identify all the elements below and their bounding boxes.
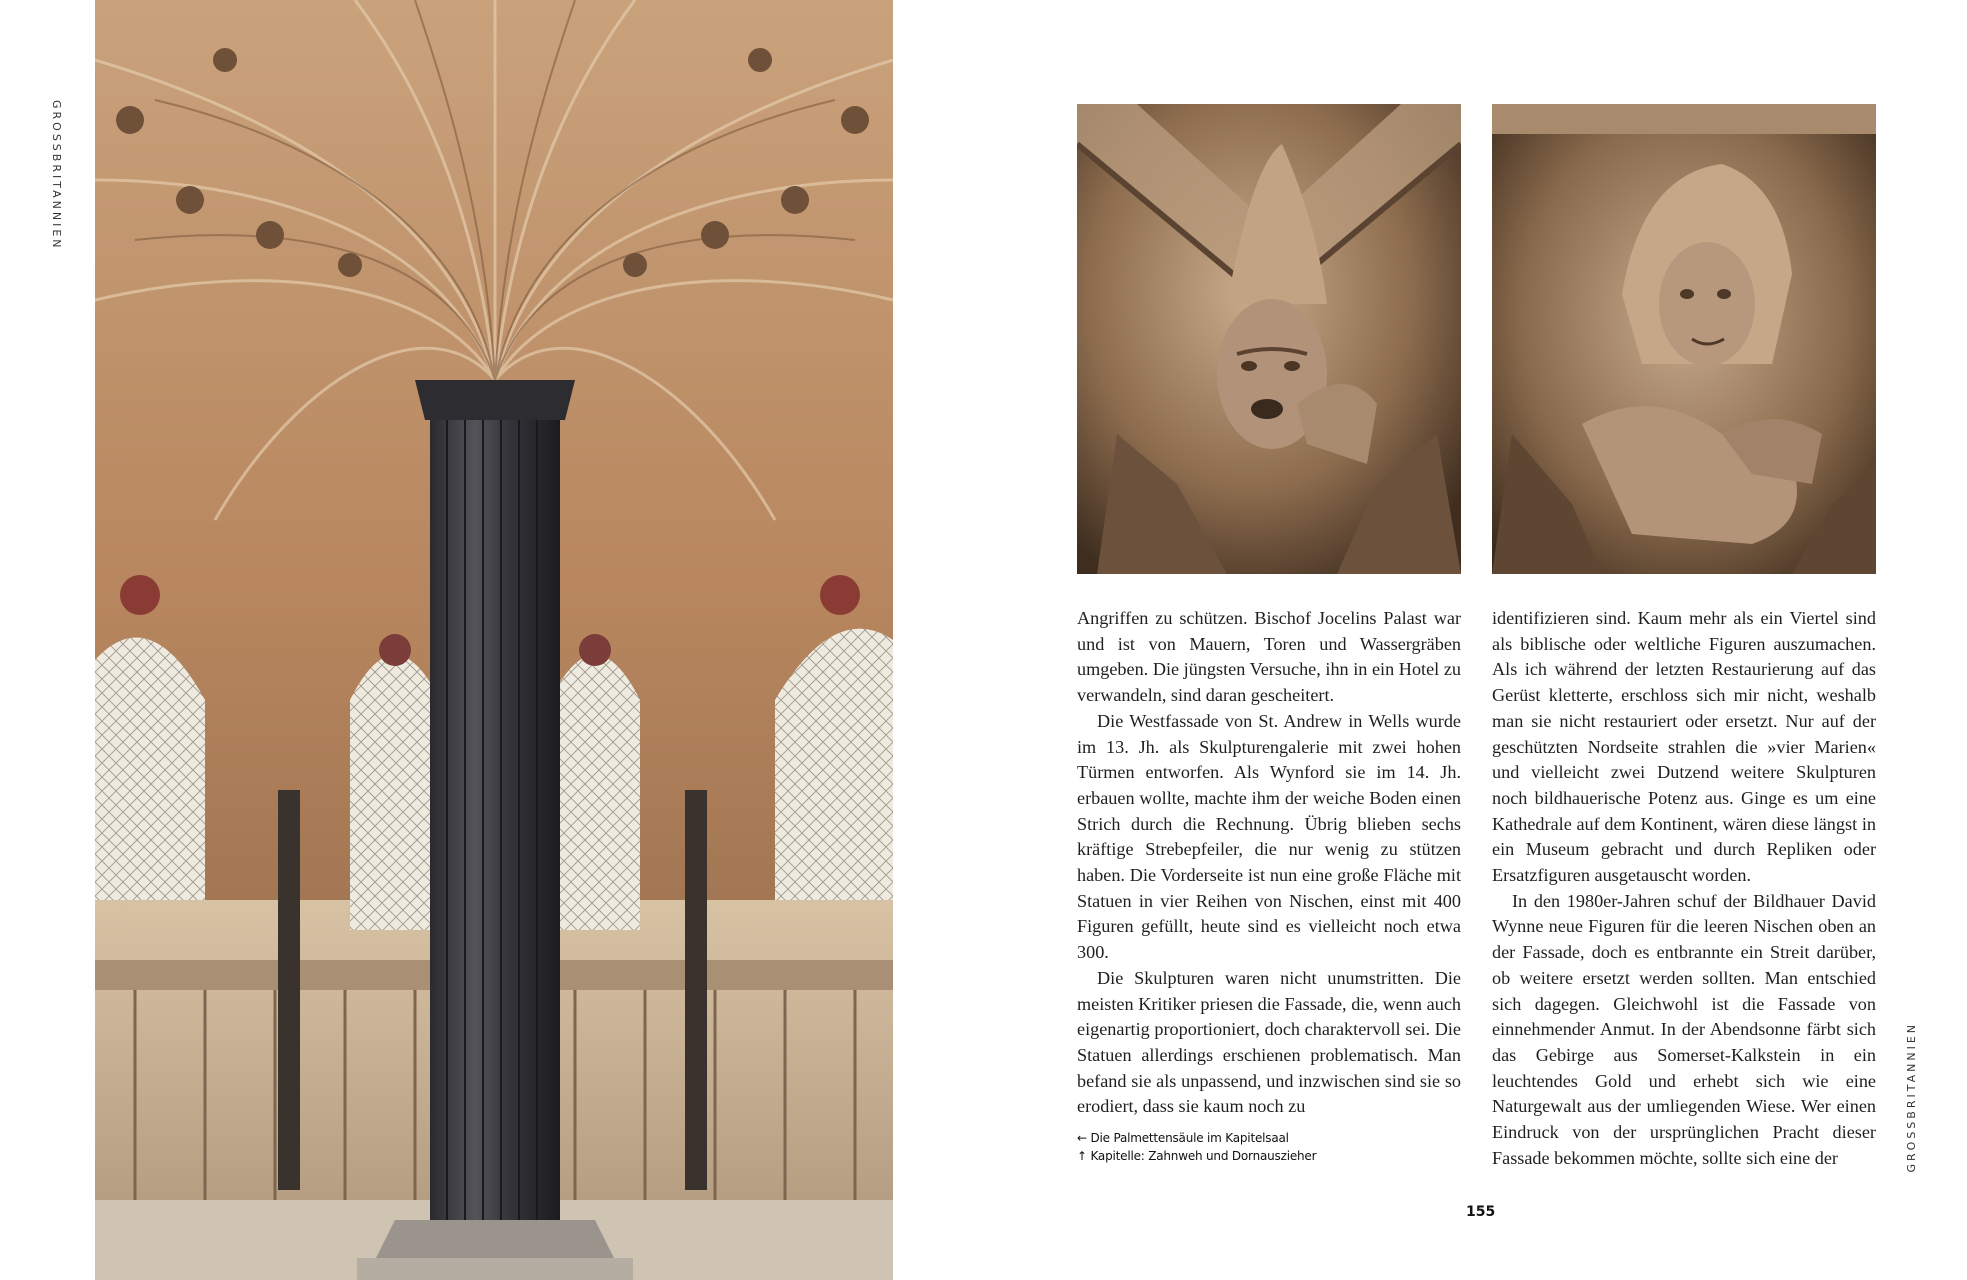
paragraph: identifizieren sind. Kaum mehr als ein Viertel sind als biblische oder weltliche Figuren auszumachen. Als ich während der letzten Restaurierung auf das Gerüst kletterte, erschloss sich mir nicht, weshalb man sie nicht restauriert oder ersetzt. Nur auf der geschützten Nordseite strahlen die »vier Marien« und vielleicht zwei Dutzend weitere Skulpturen noch bildhauerische Potenz aus. Ginge es um eine Kathedrale auf dem Kontinent, wären diese längst in ein Museum gebracht und durch Repliken oder Ersatzfiguren ausgetauscht worden. [1492, 608, 1876, 886]
caption-main-photo: ← Die Palmettensäule im Kapitelsaal [1077, 1131, 1289, 1145]
text-column-left [1077, 606, 1461, 1120]
chapter-house-photo [95, 0, 893, 1280]
paragraph: Die Westfassade von St. Andrew in Wells wurde im 13. Jh. als Skulpturengalerie mit zwei hohen Türmen entworfen. Als Wynford sie im 14. Jh. erbauen wollte, machte ihm der weiche Boden einen Strich durch die Rechnung. Übrig blieben sechs kräftige Strebepfeiler, die nur wenig zu stützen haben. Die Vorderseite ist nun eine große Fläche mit Statuen in vier Reihen von Nischen, einst mit 400 Figuren gefüllt, heute sind es vielleicht noch etwa 300. [1077, 710, 1461, 963]
running-head-left: GROSSBRITANNIEN [50, 100, 63, 251]
page-number: 155 [1466, 1204, 1496, 1220]
caption-capitals: ↑ Kapitelle: Zahnweh und Dornauszieher [1077, 1149, 1317, 1163]
paragraph: Die Skulpturen waren nicht unumstritten. Die meisten Kritiker priesen die Fassade, die, wenn auch eigenartig proportioniert, doch charaktervoll sei. Die Statuen allerdings erschienen problematisch. Man befand sie als unpassend, und inzwischen sind sie so erodiert, dass sie kaum noch zu [1077, 967, 1461, 1117]
capital-toothache-photo [1077, 104, 1461, 574]
running-head-right: GROSSBRITANNIEN [1905, 1022, 1918, 1173]
paragraph: In den 1980er-Jahren schuf der Bildhauer David Wynne neue Figuren für die leeren Nischen oben an der Fassade, doch es entbrannte ein Streit darüber, ob weitere ersetzt werden sollten. Man entschied sich dagegen. Gleichwohl ist die Fassade von einnehmender Anmut. In der Abendsonne färbt sich das Gebirge aus Somerset-Kalkstein in ein leuchtendes Gold und erhebt sich wie eine Naturgewalt aus der umliegenden Wiese. Wer einen Eindruck von der ursprünglichen Pracht dieser Fassade bekommen möchte, sollte sich eine der [1492, 890, 1876, 1168]
image-captions [1077, 1129, 1316, 1165]
paragraph: Angriffen zu schützen. Bischof Jocelins Palast war und ist von Mauern, Toren und Wassergräben umgeben. Die jüngsten Versuche, ihn in ein Hotel zu verwandeln, sind daran gescheitert. [1077, 608, 1461, 706]
text-column-right [1492, 606, 1876, 1171]
capital-thorn-puller-photo [1492, 104, 1876, 574]
